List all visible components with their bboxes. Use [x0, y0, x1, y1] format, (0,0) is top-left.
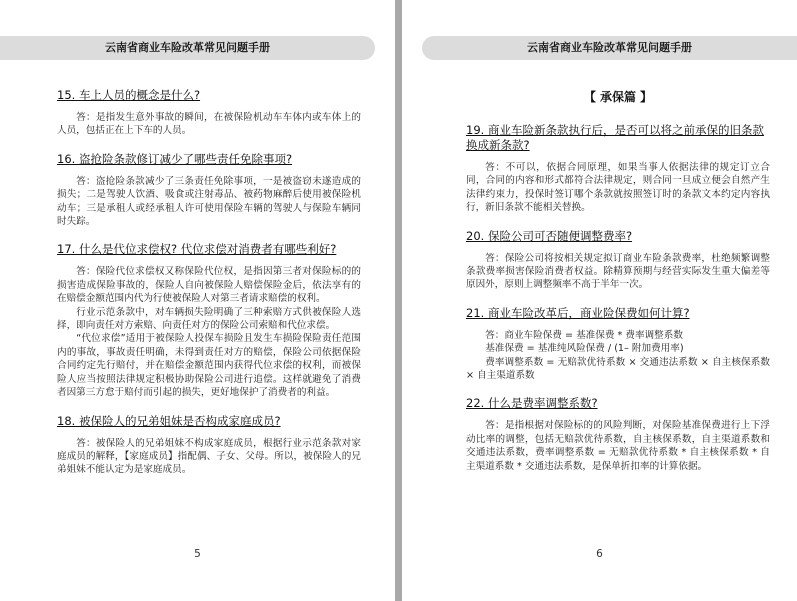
formula-line: 基准保费 = 基准纯风险保费 / (1– 附加费用率)	[485, 343, 684, 355]
qa-item	[466, 306, 770, 383]
page-header	[422, 36, 797, 60]
qa-item	[466, 123, 770, 215]
qa-item	[57, 152, 361, 229]
page-content	[57, 88, 361, 477]
qa-item	[57, 242, 361, 399]
right-page	[402, 0, 797, 601]
qa-item	[466, 229, 770, 292]
page-number: 5	[194, 548, 201, 560]
question-heading: 20. 保险公司可否随便调整费率?	[466, 228, 633, 243]
page-content	[466, 88, 770, 473]
question-heading: 21. 商业车险改革后，商业险保费如何计算?	[466, 305, 690, 320]
answer-paragraph: 答：被保险人的兄弟姐妹不构成家庭成员，根据行业示范条款对家庭成员的解释，【家庭成员】指配偶、子女、父母。所以，被保险人的兄弟姐妹不能认定为是家庭成员。	[57, 437, 361, 476]
page-header	[0, 36, 375, 60]
qa-item	[57, 414, 361, 477]
page-number: 6	[596, 548, 603, 560]
formula-line: 答：商业车险保费 = 基准保费 * 费率调整系数	[485, 329, 683, 341]
answer-paragraph: 答：是指根据对保险标的的风险判断，对保险基准保费进行上下浮动比率的调整，包括无赔款优待系数，自主核保系数，自主渠道系数和交通违法系数，费率调整系数 = 无赔款优待系数 * 自主核保系数 * 自主渠道系数 * 交通违法系数，是保单折扣率的计算依据。	[466, 420, 770, 472]
qa-item	[57, 88, 361, 138]
qa-item	[466, 396, 770, 473]
question-heading: 15. 车上人员的概念是什么?	[57, 88, 201, 102]
left-page	[0, 0, 395, 601]
answer-paragraph: 答：保险公司将按相关规定拟订商业车险条款费率，杜绝频繁调整条款费率损害保险消费者权益。除精算预期与经营实际发生重大偏差等原因外，原则上调整频率不高于半年一次。	[466, 252, 770, 291]
question-heading: 22. 什么是费率调整系数?	[466, 396, 598, 411]
header-title: 云南省商业车险改革常见问题手册	[105, 41, 270, 54]
answer-paragraph: 行业示范条款中，对车辆损失险明确了三种索赔方式供被保险人选择，即向责任对方索赔、向责任对方的保险公司索赔和代位求偿。	[57, 306, 361, 332]
answer-paragraph: 答：不可以，依据合同原理，如果当事人依据法律的规定订立合同，合同的内容和形式都符合法律规定，则合同一旦成立便会自然产生法律约束力，投保时签订哪个条款就按照签订时的条款文本约定内容执行，新旧条款不能相关替换。	[466, 162, 770, 214]
section-title: 【 承保篇 】	[583, 90, 653, 104]
answer-paragraph: 答：盗抢险条款减少了三条责任免除事项，一是被盗窃未遂造成的损失；二是驾驶人饮酒、吸食或注射毒品、被药物麻醉后使用被保险机动车；三是承租人或经承租人许可使用保险车辆的驾驶人与保险车辆同时失踪。	[57, 175, 361, 228]
formula-line: 费率调整系数 = 无赔款优待系数 × 交通违法系数 × 自主核保系数 × 自主渠道系数	[466, 356, 770, 382]
header-title: 云南省商业车险改革常见问题手册	[527, 41, 692, 54]
question-heading: 17. 什么是代位求偿权? 代位求偿对消费者有哪些利好?	[57, 242, 337, 257]
question-heading: 16. 盗抢险条款修订减少了哪些责任免除事项?	[57, 151, 293, 166]
answer-paragraph: “代位求偿”适用于被保险人投保车损险且发生车损险保险责任范围内的事故，事故责任明确，未得到责任对方的赔偿，保险公司依据保险合同约定先行赔付，并在赔偿金额范围内获得代位求偿的权利，而被保险人应当按照法律规定积极协助保险公司进行追偿。这样就避免了消费者因第三方怠于赔付而引起的损失，更好地保护了消费者的利益。	[57, 333, 361, 399]
answer-paragraph: 答：是指发生意外事故的瞬间，在被保险机动车车体内或车体上的人员，包括正在上下车的人员。	[57, 112, 361, 137]
question-heading: 18. 被保险人的兄弟姐妹是否构成家庭成员?	[57, 413, 281, 428]
answer-paragraph: 答：保险代位求偿权又称保险代位权，是指因第三者对保险标的的损害造成保险事故的，保险人自向被保险人赔偿保险金后，依法享有的在赔偿金额范围内代为行使被保险人对第三者请求赔偿的权利。	[57, 266, 361, 305]
question-heading: 19. 商业车险新条款执行后，是否可以将之前承保的旧条款换成新条款?	[466, 123, 764, 152]
